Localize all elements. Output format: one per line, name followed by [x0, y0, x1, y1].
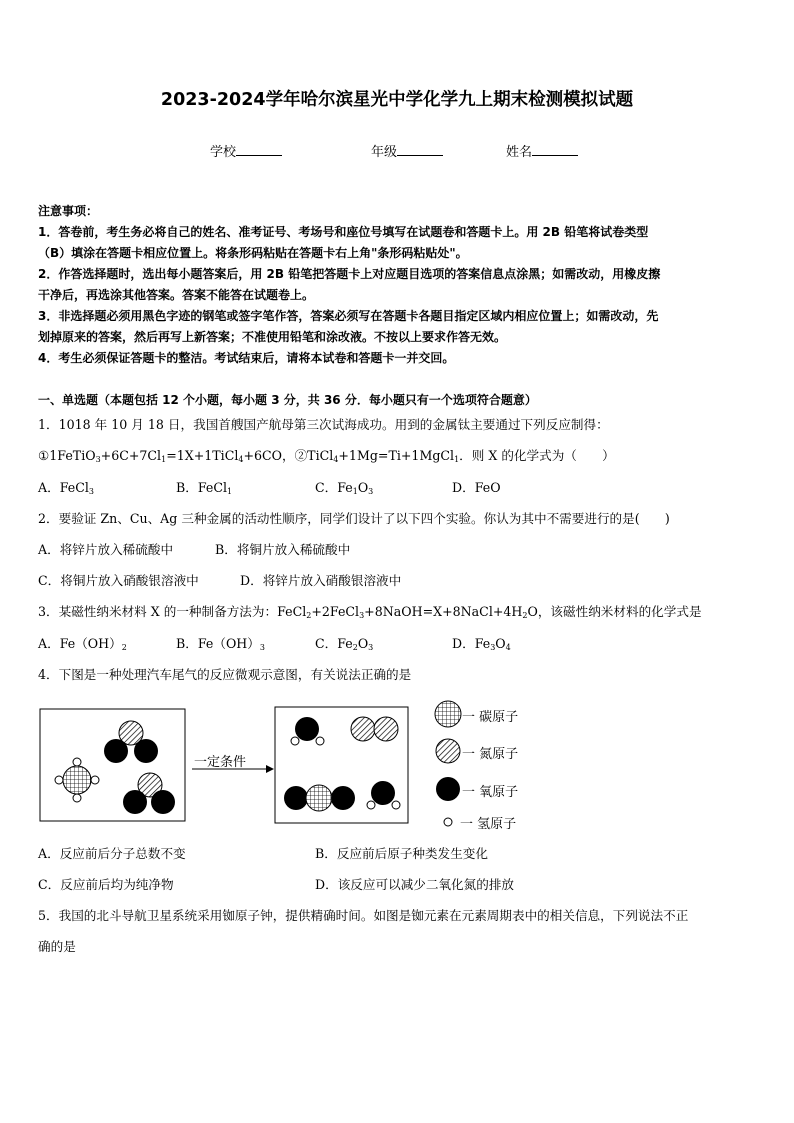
q1-option-c: C．$Fe_1O_3$ — [315, 480, 374, 496]
legend-hydrogen: 一 氢原子 — [460, 817, 517, 832]
notice-line: 1．答卷前，考生务必将自己的姓名、准考证号、考场号和座位号填写在试题卷和答题卡上。用 2B 铅笔将试卷类型 — [38, 225, 649, 239]
q4-option-b: B．反应前后原子种类发生变化 — [315, 846, 488, 861]
legend-oxygen: 一 氧原子 — [462, 785, 519, 800]
notice-line: 3．非选择题必须用黑色字迹的钢笔或签字笔作答，答案必须写在答题卡各题目指定区域内相应位置上；如需改动，先 — [38, 309, 659, 323]
notice-line: 4．考生必须保证答题卡的整洁。考试结束后，请将本试卷和答题卡一并交回。 — [38, 351, 455, 365]
notice-line: （B）填涂在答题卡相应位置上。将条形码粘贴在答题卡右上角"条形码粘贴处"。 — [38, 246, 468, 260]
q1-stem: 1．1018 年 10 月 18 日，我国首艘国产航母第三次试海成功。用到的金属钛主要通过下列反应制得： — [38, 417, 609, 432]
q4-option-d: D．该反应可以减少二氧化氮的排放 — [315, 877, 515, 892]
oxygen-atom-icon — [436, 777, 460, 801]
school-field — [210, 141, 282, 160]
q3-option-b: B．$Fe(OH)_3$ — [176, 636, 265, 652]
section-heading: 一、单选题（本题包括 12 个小题，每小题 3 分，共 36 分．每小题只有一个选项符合题意） — [38, 393, 537, 407]
q3-option-c: C．$Fe_2O_3$ — [315, 636, 374, 652]
q5-stem-line1: 5．我国的北斗导航卫星系统采用铷原子钟，提供精确时间。如图是铷元素在元素周期表中的相关信息，下列说法不正 — [38, 908, 689, 923]
notice-line: 干净后，再选涂其他答案。答案不能答在试题卷上。 — [38, 288, 315, 302]
legend-carbon: 一 碳原子 — [462, 710, 519, 725]
q2-option-d: D．将锌片放入硝酸银溶液中 — [240, 573, 402, 588]
q2-stem: 2．要验证 Zn、Cu、Ag 三种金属的活动性顺序，同学们设计了以下四个实验。你认为其中不需要进行的是( ) — [38, 511, 670, 526]
q4-option-a: A．反应前后分子总数不变 — [38, 846, 186, 861]
notice-line: 划掉原来的答案，然后再写上新答案；不准使用铅笔和涂改液。不按以上要求作答无效。 — [38, 330, 507, 344]
q1-option-b: B．FeCl$_1$ — [176, 480, 233, 496]
name-label: 姓名 — [506, 145, 533, 160]
nitrogen-atom-icon — [436, 739, 460, 763]
legend-nitrogen: 一 氮原子 — [462, 747, 519, 762]
q3-stem: 3．某磁性纳米材料 X 的一种制备方法为：$FeCl_2+2FeCl_3+8NaOH=X+8NaCl+4H_2O$，该磁性纳米材料的化学式是 — [38, 604, 702, 620]
grade-blank — [397, 144, 443, 156]
q4-stem: 4．下图是一种处理汽车尾气的反应微观示意图，有关说法正确的是 — [38, 667, 412, 682]
grade-field — [371, 141, 443, 160]
q3-option-a: A．$Fe(OH)_2$ — [38, 636, 127, 652]
q2-option-a: A．将锌片放入稀硫酸中 — [38, 542, 174, 557]
exam-title: 2023-2024学年哈尔滨星光中学化学九上期末检测模拟试题 — [160, 90, 634, 110]
name-field — [506, 141, 578, 160]
school-label: 学校 — [210, 145, 237, 160]
school-blank — [236, 144, 282, 156]
q1-option-a: A．FeCl$_3$ — [38, 480, 94, 496]
condition-label: 一定条件 — [194, 755, 247, 770]
q1-option-d: D．FeO — [452, 480, 501, 495]
q2-option-c: C．将铜片放入硝酸银溶液中 — [38, 573, 199, 588]
notice-line: 2．作答选择题时，选出每小题答案后，用 2B 铅笔把答题卡上对应题目选项的答案信息点涂黑；如需改动，用橡皮擦 — [38, 267, 661, 281]
q2-option-b: B．将铜片放入稀硫酸中 — [215, 542, 351, 557]
hydrogen-atom-icon — [444, 818, 452, 826]
q4-option-c: C．反应前后均为纯净物 — [38, 877, 174, 892]
q3-option-d: D．$Fe_3O_4$ — [452, 636, 511, 652]
name-blank — [532, 144, 578, 156]
notice-heading: 注意事项： — [38, 204, 99, 218]
grade-label: 年级 — [371, 145, 398, 160]
q1-equation: $①1FeTiO_3+6C+7Cl_1=1X+1TiCl_4+6CO$，②TiCl$_4$+1Mg=Ti+1MgCl$_1$．则 X 的化学式为（ ） — [38, 448, 615, 464]
carbon-atom-icon — [435, 701, 461, 727]
q5-stem-line2: 确的是 — [38, 939, 76, 954]
